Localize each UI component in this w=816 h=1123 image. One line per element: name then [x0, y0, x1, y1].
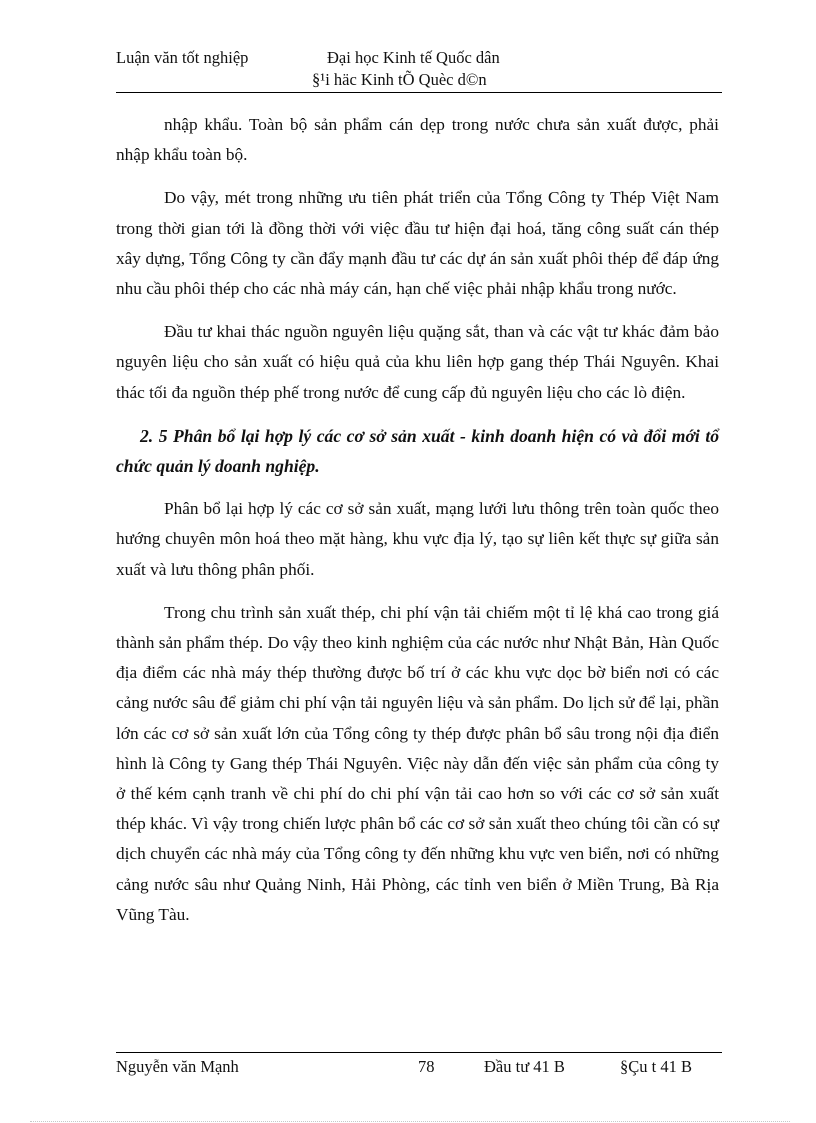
header-university-legacy-font: §¹i häc Kinh tÕ Quèc d©n — [312, 70, 487, 89]
footer-author: Nguyễn văn Mạnh — [116, 1057, 239, 1076]
page-edge-dotted-line — [30, 1121, 790, 1122]
footer-rule — [116, 1052, 722, 1053]
header-rule — [116, 92, 722, 93]
header-university: Đại học Kinh tế Quốc dân — [327, 48, 500, 67]
page-number: 78 — [418, 1057, 435, 1076]
footer-class-legacy-font: §Çu t 41 B — [620, 1057, 692, 1076]
section-heading: 2. 5 Phân bổ lại hợp lý các cơ sở sản xuất - kinh doanh hiện có và đổi mới tổ chức quản lý doanh nghiệp. — [116, 425, 719, 477]
footer-class: Đầu tư 41 B — [484, 1057, 565, 1076]
paragraph: Phân bổ lại hợp lý các cơ sở sản xuất, mạng lưới lưu thông trên toàn quốc theo hướng chuyên môn hoá theo mặt hàng, khu vực địa lý, tạo sự liên kết thực sự giữa sản xuất và lưu thông phân phối. — [116, 499, 719, 579]
paragraph: Do vậy, mét trong những ưu tiên phát triển của Tổng Công ty Thép Việt Nam trong thời gian tới là đồng thời với việc đầu tư hiện đại hoá, tăng công suất cán thép xây dựng, Tổng Công ty cần đẩy mạnh đầu tư các dự án sản xuất phôi thép để đáp ứng nhu cầu phôi thép cho các nhà máy cán, hạn chế việc phải nhập khẩu trong nước. — [116, 188, 719, 299]
paragraph: Trong chu trình sản xuất thép, chi phí vận tải chiếm một tỉ lệ khá cao trong giá thành sản phẩm thép. Do vậy theo kinh nghiệm của các nước như Nhật Bản, Hàn Quốc địa điểm các nhà máy thép thường được bố trí ở các khu vực dọc bờ biển nơi có các cảng nước sâu để giảm chi phí vận tải nguyên liệu và sản phẩm. Do lịch sử để lại, phần lớn các cơ sở sản xuất lớn của Tổng công ty thép được phân bổ sâu trong nội địa điển hình là Công ty Gang thép Thái Nguyên. Việc này dẫn đến việc sản phẩm của công ty ở thế kém cạnh tranh về chi phí do chi phí vận tải cao hơn so với các cơ sở sản xuất thép khác. Vì vậy trong chiến lược phân bổ các cơ sở sản xuất theo chúng tôi cần có sự dịch chuyển các nhà máy của Tổng công ty đến những khu vực ven biển, nơi có những cảng nước sâu như Quảng Ninh, Hải Phòng, các tỉnh ven biển ở Miền Trung, Bà Rịa Vũng Tàu. — [116, 602, 719, 924]
header-thesis-label: Luận văn tốt nghiệp — [116, 48, 249, 67]
paragraph: nhập khẩu. Toàn bộ sản phẩm cán dẹp trong nước chưa sản xuất được, phải nhập khẩu toàn bộ. — [116, 115, 719, 165]
page-body — [116, 110, 719, 930]
paragraph: Đầu tư khai thác nguồn nguyên liệu quặng sắt, than và các vật tư khác đảm bảo nguyên liệu cho sản xuất có hiệu quả của khu liên hợp gang thép Thái Nguyên. Khai thác tối đa nguồn thép phế trong nước để cung cấp đủ nguyên liệu cho các lò điện. — [116, 322, 719, 402]
